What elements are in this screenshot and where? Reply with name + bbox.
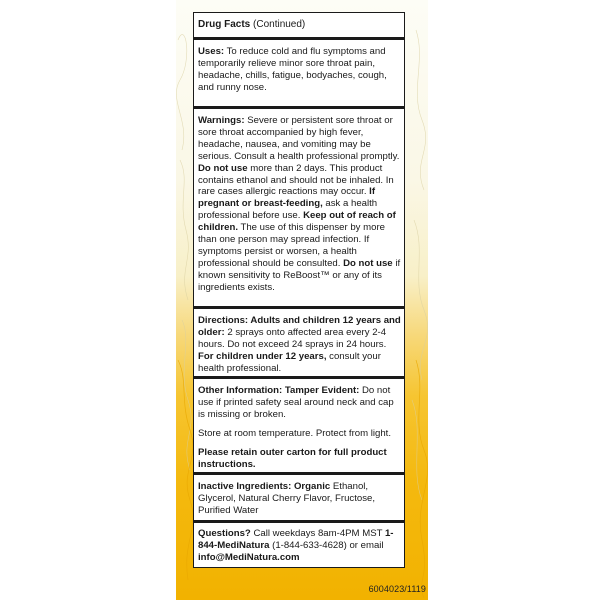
email-address: info@MediNatura.com — [198, 551, 300, 563]
inactive-ingredients-label: Inactive Ingredients: Organic — [198, 481, 331, 492]
directions-children: For children under 12 years, — [198, 350, 327, 362]
warnings-do-not-use-1: Do not use — [198, 162, 248, 174]
retain-carton-text: Please retain outer carton for full product instructions. — [198, 446, 387, 470]
warnings-text-3: ask a health professional before use. — [198, 198, 378, 222]
drug-facts-title — [194, 13, 404, 37]
uses-text: To reduce cold and flu symptoms and temporarily relieve minor sore throat pain, headache, chills, fatigue, bodyaches, cough, and runny nose. — [198, 46, 387, 93]
warnings-section — [198, 115, 401, 294]
inactive-ingredients-text: Ethanol, Glycerol, Natural Cherry Flavor, Fructose, Purified Water — [198, 481, 376, 516]
divider-other — [194, 472, 404, 475]
directions-label: Directions: Adults and children 12 years and older: — [198, 315, 401, 338]
directions-section — [198, 315, 401, 375]
warnings-keep-out: Keep out of reach of children. — [198, 210, 396, 234]
inactive-ingredients-section — [198, 481, 401, 517]
warnings-text-5: if known sensitivity to ReBoost™ or any of its ingredients exists. — [198, 257, 401, 293]
questions-text-2: (1-844-633-4628) or email — [269, 539, 384, 551]
phone-number: 1-844-MediNatura — [198, 528, 394, 551]
warnings-text-2: more than 2 days. This product contains ethanol and should not be inhaled. In rare cases allergic reactions may occur. — [198, 162, 394, 198]
warnings-do-not-use-2: Do not use — [343, 257, 393, 269]
other-information-label: Other Information: Tamper Evident: — [198, 385, 360, 396]
directions-text-2: consult your health professional. — [198, 350, 381, 374]
warnings-pregnant: If pregnant or breast-feeding, — [198, 186, 376, 210]
divider-directions — [194, 376, 404, 379]
drug-facts-heading: Drug Facts — [198, 19, 251, 30]
product-code: 6004023/1119 — [368, 584, 426, 594]
drug-facts-panel — [193, 12, 405, 568]
warnings-text-4: The use of this dispenser by more than one person may spread infection. If symptoms persist or worsen, a health professional should be consulted. — [198, 222, 385, 269]
continued-label: (Continued) — [250, 19, 306, 30]
questions-label: Questions? — [198, 528, 251, 539]
other-information-section — [198, 385, 401, 470]
directions-text-1: 2 sprays onto affected area every 2-4 hours. Do not exceed 24 sprays in 24 hours. — [198, 326, 387, 350]
uses-label: Uses: — [198, 46, 225, 57]
divider-inactive — [194, 520, 404, 523]
divider-uses — [194, 106, 404, 109]
uses-section — [198, 46, 401, 94]
warnings-label: Warnings: — [198, 115, 245, 126]
divider-title — [194, 37, 404, 40]
tamper-evident-text: Do not use if printed safety seal around neck and cap is missing or broken. — [198, 385, 394, 420]
storage-text: Store at room temperature. Protect from light. — [198, 427, 392, 439]
questions-text-1: Call weekdays 8am-4PM MST — [250, 528, 385, 539]
divider-warnings — [194, 306, 404, 309]
questions-section — [198, 528, 401, 564]
warnings-text-1: Severe or persistent sore throat or sore throat accompanied by high fever, headache, nausea, and vomiting may be serious. Consult a health professional promptly. — [198, 115, 400, 162]
